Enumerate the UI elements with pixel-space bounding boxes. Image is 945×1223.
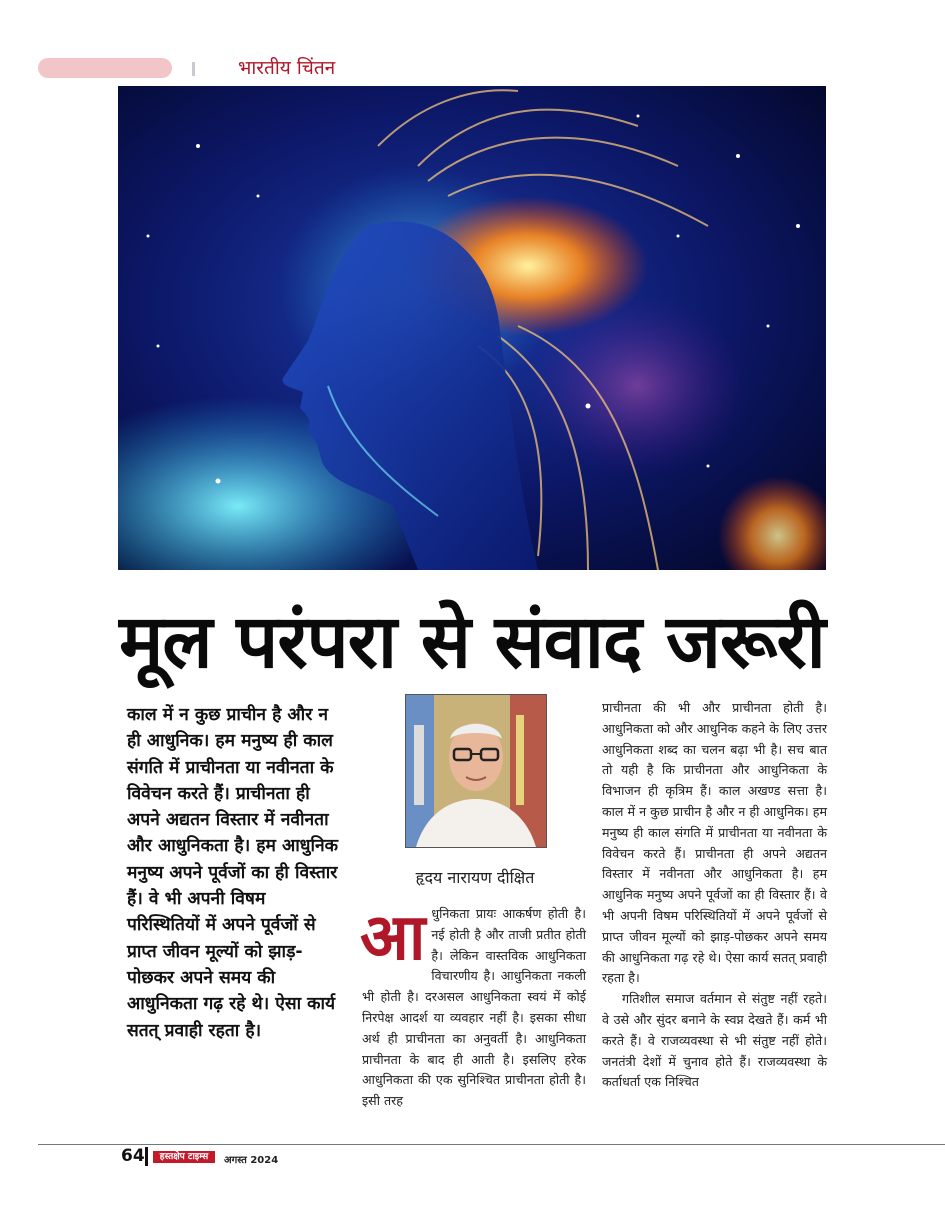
issue-date: अगस्त 2024	[224, 1155, 279, 1166]
page-number: 64	[121, 1146, 145, 1166]
footer-separator	[145, 1147, 148, 1166]
article-column-2	[360, 901, 586, 1112]
drop-cap: आ	[360, 901, 426, 975]
article-intro: काल में न कुछ प्राचीन है और न ही आधुनिक। हम मनुष्य ही काल संगति में प्राचीनता या नवीनता के विवेचन करते हैं। प्राचीनता ही अपने अद्यतन विस्तार में नवीनता और आधुनिकता है। हम आधुनिक मनुष्य अपने पूर्वजों का ही विस्तार हैं। वे भी अपनी विषम परिस्थितियों में अपने पूर्वजों से प्राप्त जीवन मूल्यों को झाड़-पोछकर अपने समय की आधुनिकता गढ़ रहे थे। ऐसा कार्य सतत् प्रवाही रहता है।	[127, 705, 338, 1041]
footer-divider	[38, 1144, 945, 1145]
column-3-paragraph-2: गतिशील समाज वर्तमान से संतुष्ट नहीं रहते। वे उसे और सुंदर बनाने के स्वप्न देखते हैं। कर्म भी करते हैं। वे राजव्यवस्था से भी संतुष्ट नहीं होते। जनतंत्री देशों में चुनाव होते हैं। राजव्यवस्था के कर्ताधर्ता एक निश्चित	[602, 991, 827, 1090]
article-column-3	[602, 698, 827, 1093]
hero-image	[118, 86, 826, 570]
column-2-text: धुनिकता प्रायः आकर्षण होती है। नई होती है और ताजी प्रतीत होती है। लेकिन वास्तविक आधुनिकता विचारणीय है। आधुनिकता नकली भी होती है। दरअसल आधुनिकता स्वयं में कोई निरपेक्ष आदर्श या व्यवहार नहीं है। इसका सीधा अर्थ ही प्राचीनता का अनुवर्ती है। आधुनिकता प्राचीनता के बाद ही आती है। इसलिए हरेक आधुनिकता की एक सुनिश्चित प्राचीनता होती है। इसी तरह	[362, 906, 586, 1109]
article-headline: मूल परंपरा से संवाद जरूरी	[119, 599, 825, 685]
section-title: भारतीय चिंतन	[238, 57, 336, 79]
author-name: हृदय नारायण दीक्षित	[415, 868, 535, 887]
author-photo	[405, 694, 547, 848]
header-divider	[192, 62, 195, 76]
section-pill-decoration	[38, 58, 172, 78]
column-3-paragraph-1: प्राचीनता की भी और प्राचीनता होती है। आधुनिकता को और आधुनिक कहने के लिए उत्तर आधुनिकता शब्द का चलन बढ़ा भी है। सच बात तो यही है कि प्राचीनता और आधुनिकता के विभाजन ही कृत्रिम हैं। काल अखण्ड सत्ता है। काल में न कुछ प्राचीन है और न ही आधुनिक। हम मनुष्य ही काल संगति में प्राचीनता या नवीनता के विवेचन करते हैं। प्राचीनता ही अपने अद्यतन विस्तार में नवीनता और आधुनिकता है। हम आधुनिक मनुष्य अपने पूर्वजों का ही विस्तार हैं। वे भी अपनी विषम परिस्थितियों में अपने पूर्वजों से प्राप्त जीवन मूल्यों को झाड़-पोछकर अपने समय की आधुनिकता गढ़ रहे थे। ऐसा कार्य सतत् प्रवाही रहता है।	[602, 700, 827, 986]
magazine-logo: हस्तक्षेप टाइम्स	[153, 1151, 215, 1163]
